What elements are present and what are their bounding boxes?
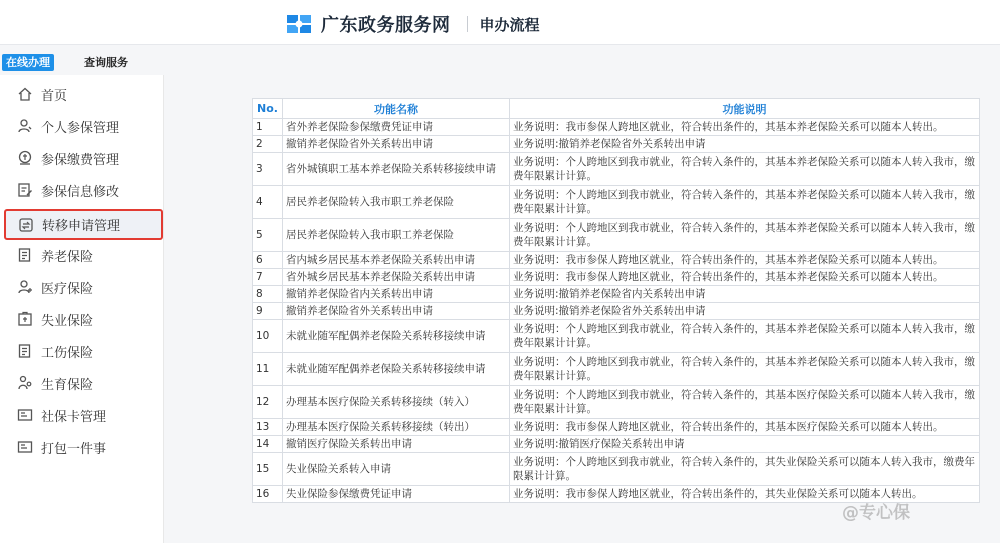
row-function-name[interactable]: 撤销养老保险省内关系转出申请 [283, 286, 510, 303]
row-function-name[interactable]: 办理基本医疗保险关系转移接续（转出） [283, 419, 510, 436]
sidebar-item-medical[interactable] [5, 272, 163, 302]
edit-doc-icon [17, 182, 33, 198]
brand[interactable] [287, 13, 540, 35]
row-function-name[interactable]: 省外养老保险参保缴费凭证申请 [283, 119, 510, 136]
payment-icon [17, 150, 33, 166]
sidebar-item-home[interactable] [5, 79, 163, 109]
row-description: 业务说明：我市参保人跨地区就业，符合转出条件的，其基本养老保险关系可以随本人转出。 [510, 252, 980, 269]
sidebar-item-label: 养老保险 [41, 249, 94, 265]
sidebar-item-label: 社保卡管理 [41, 409, 107, 425]
watermark: @专心保 [842, 503, 910, 523]
row-no: 14 [253, 436, 283, 453]
gov-logo-icon [287, 13, 313, 35]
row-function-name[interactable]: 省外城镇职工基本养老保险关系转移接续申请 [283, 153, 510, 186]
row-description: 业务说明：个人跨地区到我市就业，符合转入条件的，其基本养老保险关系可以随本人转入我市，缴费年限累计计算。 [510, 153, 980, 186]
sidebar-item-unemployment[interactable] [5, 304, 163, 334]
sidebar-item-label: 失业保险 [41, 313, 94, 329]
row-description: 业务说明：个人跨地区到我市就业，符合转入条件的，其基本养老保险关系可以随本人转入我市，缴费年限累计计算。 [510, 219, 980, 252]
row-description: 业务说明：个人跨地区到我市就业，符合转入条件的，其基本养老保险关系可以随本人转入我市，缴费年限累计计算。 [510, 320, 980, 353]
sidebar-item-label: 首页 [41, 88, 68, 104]
row-function-name[interactable]: 省内城乡居民基本养老保险关系转出申请 [283, 252, 510, 269]
sidebar-item-label: 参保缴费管理 [41, 152, 120, 168]
row-description: 业务说明：我市参保人跨地区就业，符合转出条件的，其基本养老保险关系可以随本人转出。 [510, 119, 980, 136]
row-description: 业务说明：我市参保人跨地区就业，符合转出条件的，其基本养老保险关系可以随本人转出。 [510, 269, 980, 286]
sidebar-item-info-edit[interactable] [5, 175, 163, 205]
row-function-name[interactable]: 居民养老保险转入我市职工养老保险 [283, 219, 510, 252]
row-function-name[interactable]: 撤销养老保险省外关系转出申请 [283, 303, 510, 320]
row-description: 业务说明：个人跨地区到我市就业，符合转入条件的，其基本养老保险关系可以随本人转入我市，缴费年限累计计算。 [510, 186, 980, 219]
sidebar-item-one-thing-package[interactable] [5, 432, 163, 462]
table-row[interactable] [253, 353, 980, 386]
row-no: 2 [253, 136, 283, 153]
row-no: 10 [253, 320, 283, 353]
sidebar-item-label: 转移申请管理 [42, 219, 121, 234]
tab-query-service[interactable]: 查询服务 [84, 55, 128, 69]
sidebar-item-maternity[interactable] [5, 368, 163, 398]
family-icon [17, 375, 33, 391]
row-no: 13 [253, 419, 283, 436]
row-function-name[interactable]: 未就业随军配偶养老保险关系转移接续申请 [283, 320, 510, 353]
row-no: 15 [253, 453, 283, 486]
table-row[interactable] [253, 219, 980, 252]
row-no: 7 [253, 269, 283, 286]
row-no: 9 [253, 303, 283, 320]
sidebar-item-social-card[interactable] [5, 400, 163, 430]
brand-name: 广东政务服务网 [321, 15, 451, 36]
row-description: 业务说明:撤销养老保险省内关系转出申请 [510, 286, 980, 303]
row-no: 12 [253, 386, 283, 419]
home-icon [17, 86, 33, 102]
sidebar-item-work-injury[interactable] [5, 336, 163, 366]
table-row[interactable] [253, 119, 980, 136]
sidebar-item-personal-insurance[interactable] [5, 111, 163, 141]
sidebar-item-label: 打包一件事 [41, 441, 107, 457]
person-icon [17, 118, 33, 134]
row-no: 4 [253, 186, 283, 219]
row-description: 业务说明：个人跨地区到我市就业，符合转入条件的，其失业保险关系可以随本人转入我市，缴费年限累计计算。 [510, 453, 980, 486]
row-function-name[interactable]: 失业保险关系转入申请 [283, 453, 510, 486]
table-row[interactable] [253, 136, 980, 153]
row-description: 业务说明：我市参保人跨地区就业，符合转出条件的，其基本医疗保险关系可以随本人转出。 [510, 419, 980, 436]
sidebar-item-payment[interactable] [5, 143, 163, 173]
row-function-name[interactable]: 省外城乡居民基本养老保险关系转出申请 [283, 269, 510, 286]
row-no: 16 [253, 486, 283, 503]
table-row[interactable] [253, 303, 980, 320]
row-function-name[interactable]: 办理基本医疗保险关系转移接续（转入） [283, 386, 510, 419]
row-description: 业务说明：我市参保人跨地区就业，符合转出条件的，其失业保险关系可以随本人转出。 [510, 486, 980, 503]
sidebar-item-label: 参保信息修改 [41, 184, 120, 200]
row-function-name[interactable]: 撤销养老保险省外关系转出申请 [283, 136, 510, 153]
row-no: 1 [253, 119, 283, 136]
table-row[interactable] [253, 320, 980, 353]
sidebar-item-label: 医疗保险 [41, 281, 94, 297]
table-row[interactable] [253, 153, 980, 186]
row-description: 业务说明:撤销医疗保险关系转出申请 [510, 436, 980, 453]
service-tabs [2, 53, 132, 71]
card-icon [17, 439, 33, 455]
page-title: 申办流程 [479, 15, 540, 34]
table-row[interactable] [253, 186, 980, 219]
document-icon [17, 343, 33, 359]
sidebar-item-label: 工伤保险 [41, 345, 94, 361]
table-row[interactable] [253, 453, 980, 486]
table-row[interactable] [253, 436, 980, 453]
sidebar [0, 75, 164, 543]
column-header-desc: 功能说明 [510, 99, 980, 119]
row-no: 8 [253, 286, 283, 303]
transfer-icon [18, 217, 34, 233]
row-function-name[interactable]: 失业保险参保缴费凭证申请 [283, 486, 510, 503]
sidebar-item-label: 个人参保管理 [41, 120, 120, 136]
table-row[interactable] [253, 252, 980, 269]
row-description: 业务说明：个人跨地区到我市就业，符合转入条件的，其基本养老保险关系可以随本人转入我市，缴费年限累计计算。 [510, 353, 980, 386]
tab-online-service[interactable]: 在线办理 [2, 54, 54, 71]
row-no: 3 [253, 153, 283, 186]
briefcase-icon [17, 311, 33, 327]
top-header [0, 0, 1000, 45]
row-function-name[interactable]: 未就业随军配偶养老保险关系转移接续申请 [283, 353, 510, 386]
table-header-row [253, 99, 980, 119]
row-description: 业务说明：个人跨地区到我市就业，符合转入条件的，其基本医疗保险关系可以随本人转入我市，缴费年限累计计算。 [510, 386, 980, 419]
table-row[interactable] [253, 419, 980, 436]
row-no: 6 [253, 252, 283, 269]
sidebar-item-transfer[interactable] [4, 209, 163, 240]
card-icon [17, 407, 33, 423]
row-description: 业务说明:撤销养老保险省外关系转出申请 [510, 136, 980, 153]
row-no: 11 [253, 353, 283, 386]
table-row[interactable] [253, 386, 980, 419]
column-header-name: 功能名称 [283, 99, 510, 119]
sidebar-item-label: 生育保险 [41, 377, 94, 393]
medical-person-icon [17, 279, 33, 295]
sidebar-item-pension[interactable] [5, 240, 163, 270]
table-row[interactable] [253, 286, 980, 303]
row-description: 业务说明:撤销养老保险省外关系转出申请 [510, 303, 980, 320]
column-header-no: No. [253, 99, 283, 119]
row-no: 5 [253, 219, 283, 252]
table-row[interactable] [253, 269, 980, 286]
header-divider [467, 16, 468, 32]
function-table [252, 98, 979, 503]
document-icon [17, 247, 33, 263]
row-function-name[interactable]: 居民养老保险转入我市职工养老保险 [283, 186, 510, 219]
row-function-name[interactable]: 撤销医疗保险关系转出申请 [283, 436, 510, 453]
